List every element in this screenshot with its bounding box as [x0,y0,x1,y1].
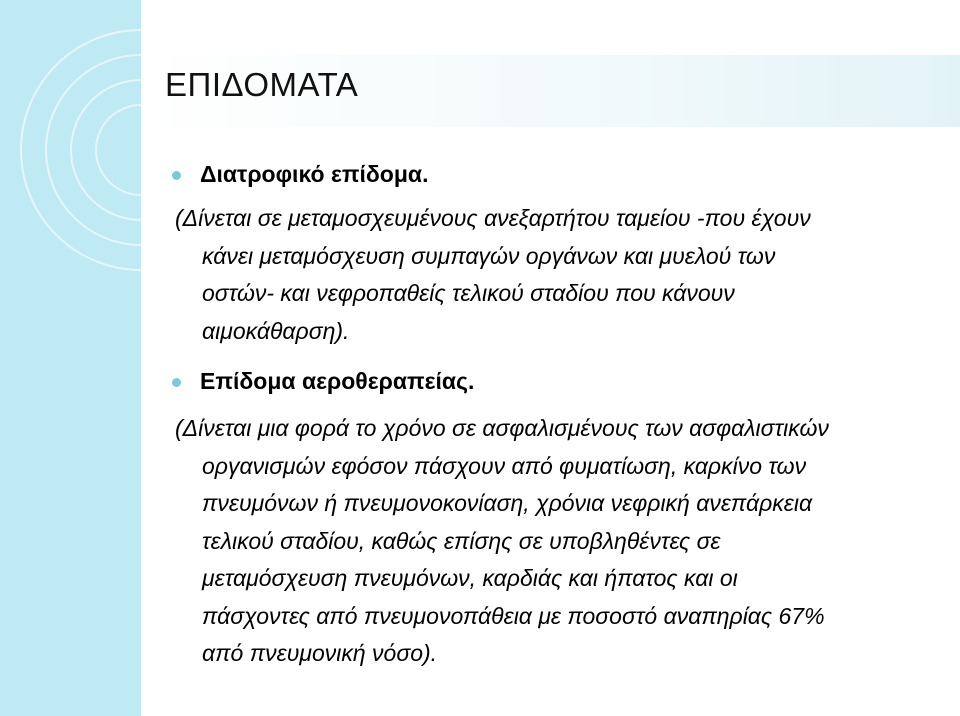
detail-line: (Δίνεται σε μεταμοσχευμένους ανεξαρτήτου ταμείου -που έχουν [175,205,811,231]
detail-line: οστών- και νεφροπαθείς τελικού σταδίου που κάνουν [202,280,735,306]
detail-line: οργανισμών εφόσον πάσχουν από φυματίωση, καρκίνο των [202,452,807,479]
slide-title: ΕΠΙΔΟΜΑΤΑ [165,66,359,103]
bullet-icon [172,378,181,387]
decorative-side-strip [0,0,141,716]
detail-line: τελικού σταδίου, καθώς επίσης σε υποβληθέντες σε [202,527,721,554]
detail-line: πνευμόνων ή πνευμονοκονίαση, χρόνια νεφρική ανεπάρκεια [202,490,813,516]
item-heading: Διατροφικό επίδομα. [200,161,429,187]
detail-line: αιμοκάθαρση). [202,317,350,344]
detail-line: πάσχοντες από πνευμονοπάθεια με ποσοστό αναπηρίας 67% [202,602,825,629]
bullet-icon [172,171,181,180]
item-detail [175,200,945,350]
item-detail [175,410,945,673]
detail-line: κάνει μεταμόσχευση συμπαγών οργάνων και μυελού των [202,242,776,269]
detail-line: (Δίνεται μια φορά το χρόνο σε ασφαλισμένους των ασφαλιστικών [175,415,829,441]
item-heading: Επίδομα αεροθεραπείας. [200,368,475,394]
detail-line: από πνευμονική νόσο). [202,640,438,666]
detail-line: μεταμόσχευση πνευμόνων, καρδιάς και ήπατος και οι [202,565,738,591]
decorative-arcs [0,0,141,716]
